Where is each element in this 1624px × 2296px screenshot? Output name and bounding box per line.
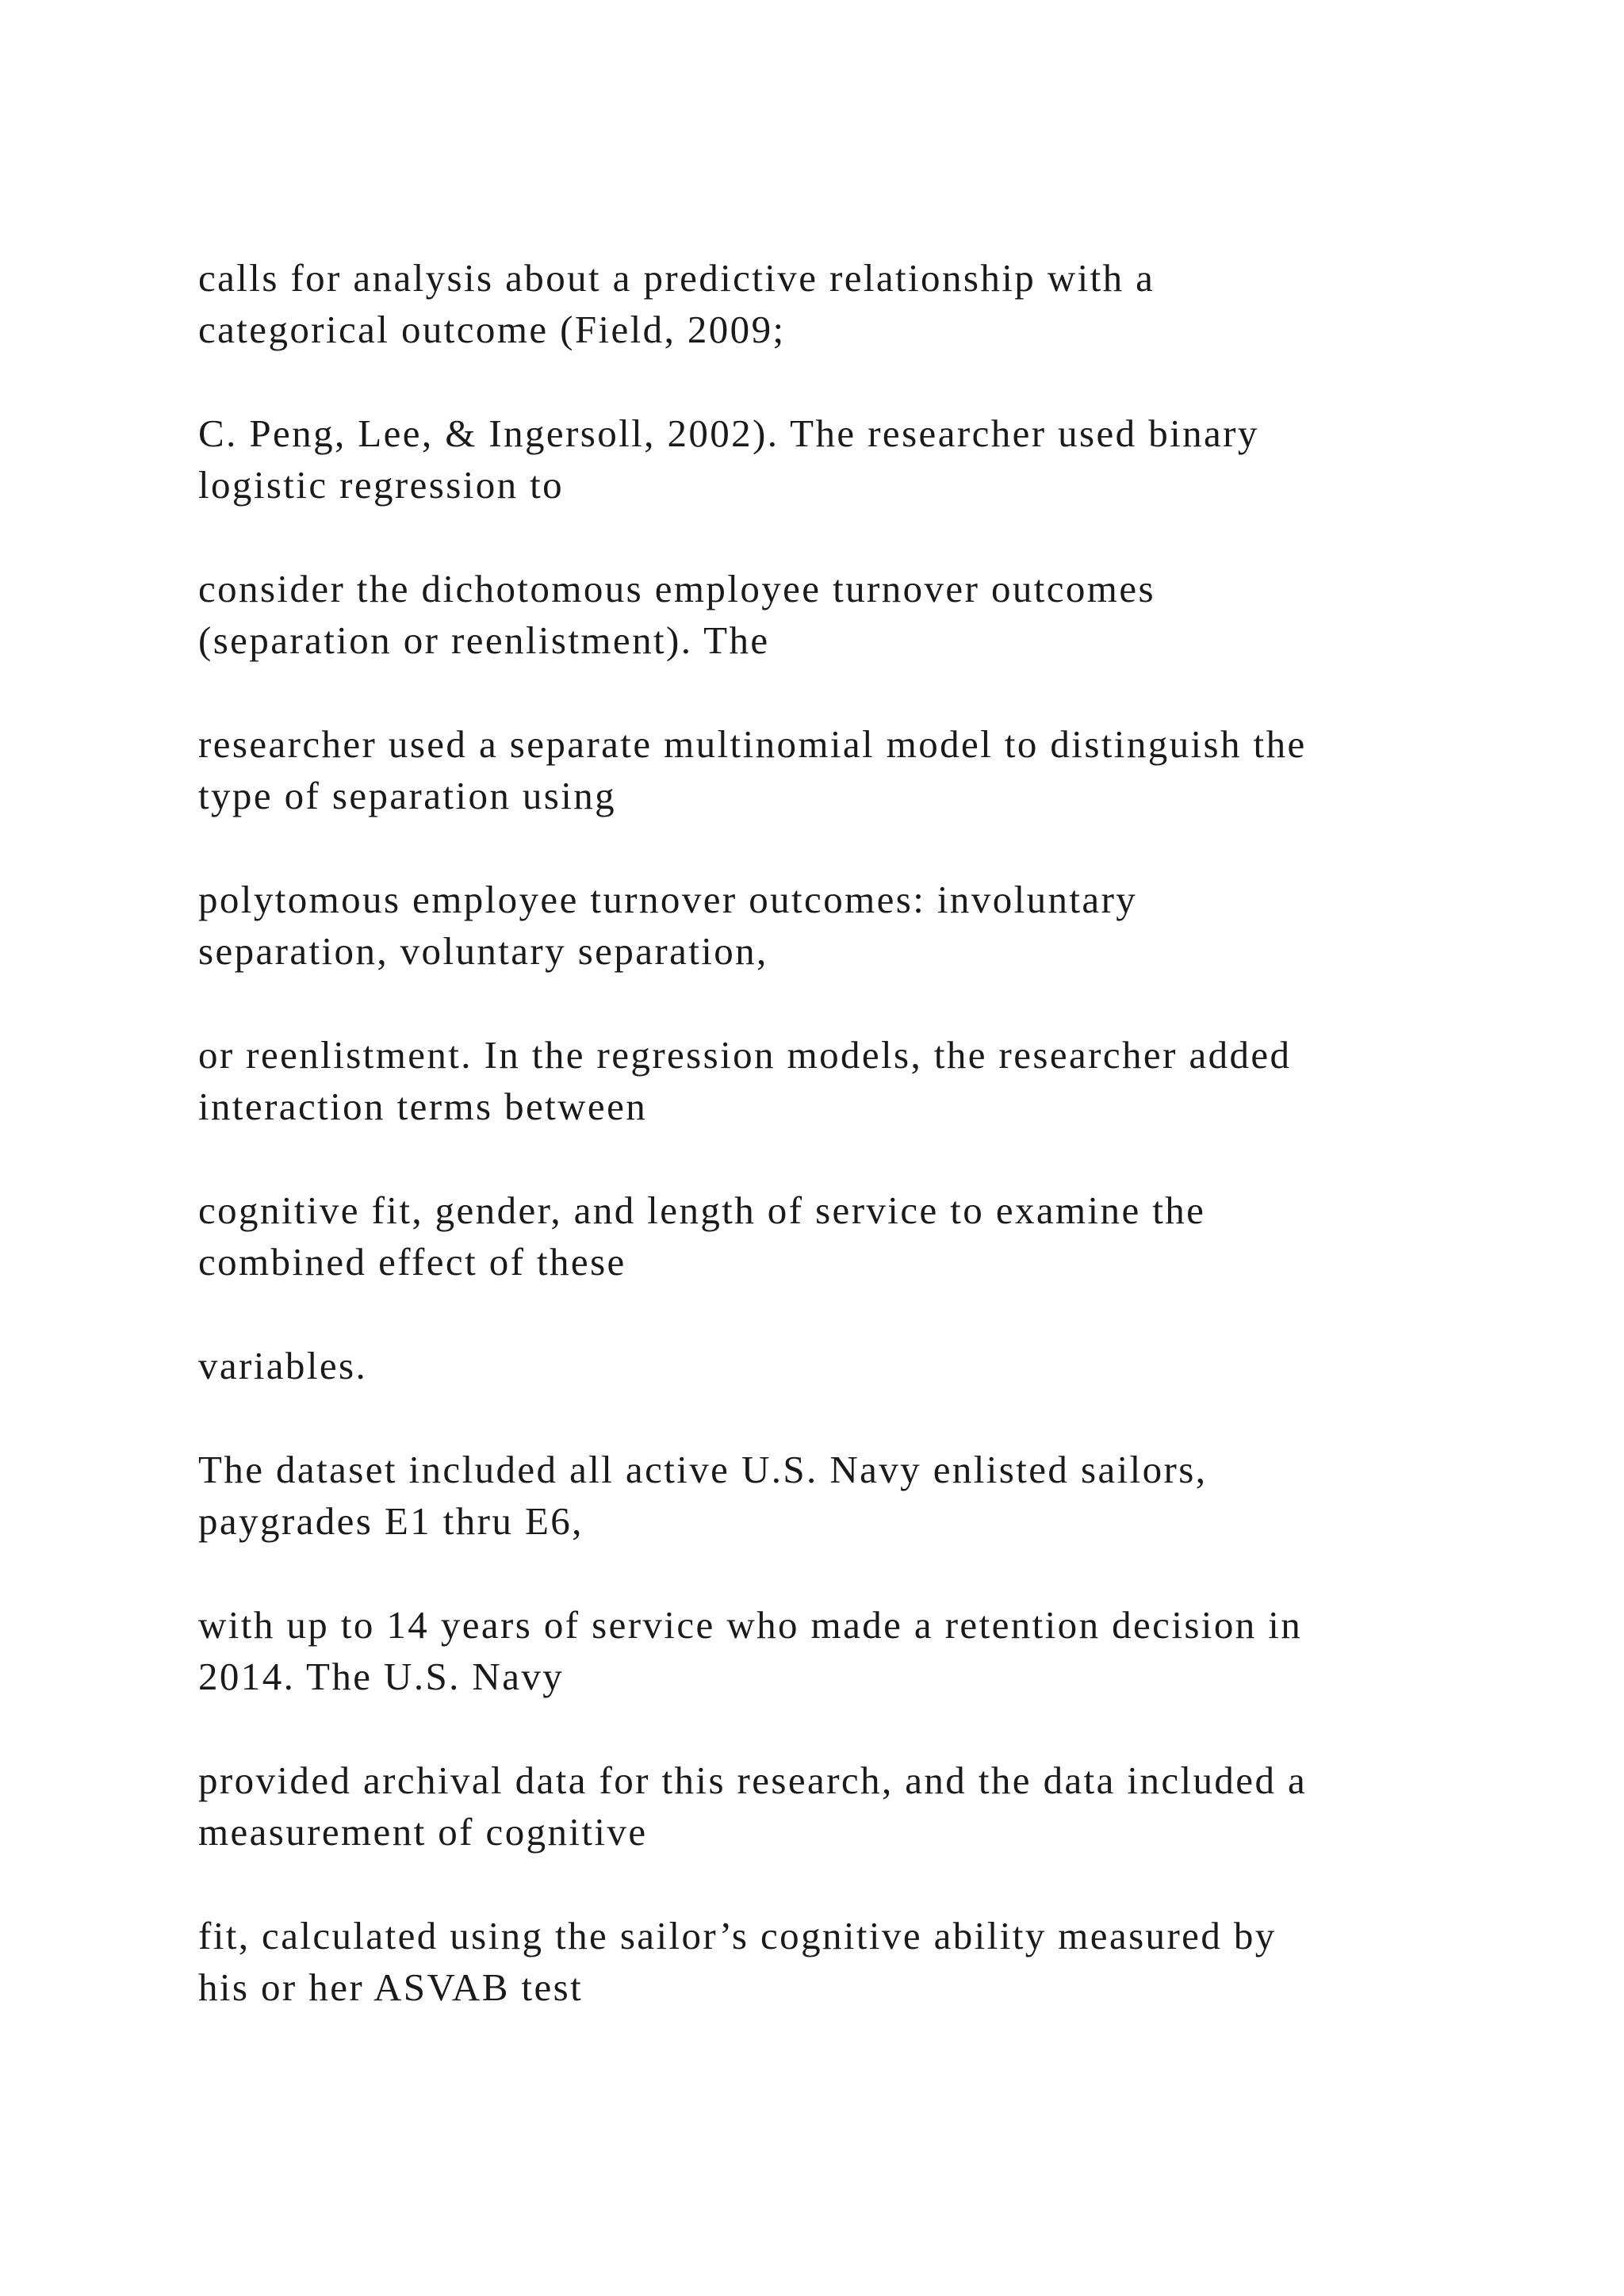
paragraph [198,718,1507,821]
text-line: variables. [198,1344,368,1387]
paragraph [198,408,1507,511]
paragraph [198,252,1507,355]
text-line: logistic regression to [198,463,565,507]
text-line: calls for analysis about a predictive relationship with a [198,256,1155,300]
paragraph [198,1340,1507,1391]
paragraph [198,563,1507,666]
text-column [198,252,1507,2065]
text-line: C. Peng, Lee, & Ingersoll, 2002). The researcher used binary [198,411,1259,455]
paragraph [198,1029,1507,1132]
text-line: combined effect of these [198,1240,626,1284]
paragraph [198,1910,1507,2013]
text-line: fit, calculated using the sailor’s cognitive ability measured by [198,1914,1277,1957]
text-line: his or her ASVAB test [198,1965,584,2009]
paragraph [198,1599,1507,1702]
paragraph [198,874,1507,977]
text-line: separation, voluntary separation, [198,929,768,973]
text-line: interaction terms between [198,1085,648,1128]
text-line: with up to 14 years of service who made a retention decision in [198,1603,1303,1647]
paragraph [198,1184,1507,1288]
text-line: measurement of cognitive [198,1810,648,1854]
text-line: provided archival data for this research, and the data included a [198,1758,1308,1802]
paragraph [198,1444,1507,1547]
text-line: categorical outcome (Field, 2009; [198,308,786,351]
text-line: cognitive fit, gender, and length of service to examine the [198,1188,1206,1232]
text-line: type of separation using [198,774,617,817]
text-line: The dataset included all active U.S. Navy enlisted sailors, [198,1448,1208,1491]
paragraph [198,1755,1507,1858]
text-line: researcher used a separate multinomial model to distinguish the [198,722,1307,766]
text-line: paygrades E1 thru E6, [198,1499,584,1543]
text-line: or reenlistment. In the regression models, the researcher added [198,1033,1292,1077]
text-line: 2014. The U.S. Navy [198,1655,565,1698]
text-line: (separation or reenlistment). The [198,618,770,662]
text-line: consider the dichotomous employee turnover outcomes [198,567,1155,610]
text-line: polytomous employee turnover outcomes: involuntary [198,878,1138,921]
